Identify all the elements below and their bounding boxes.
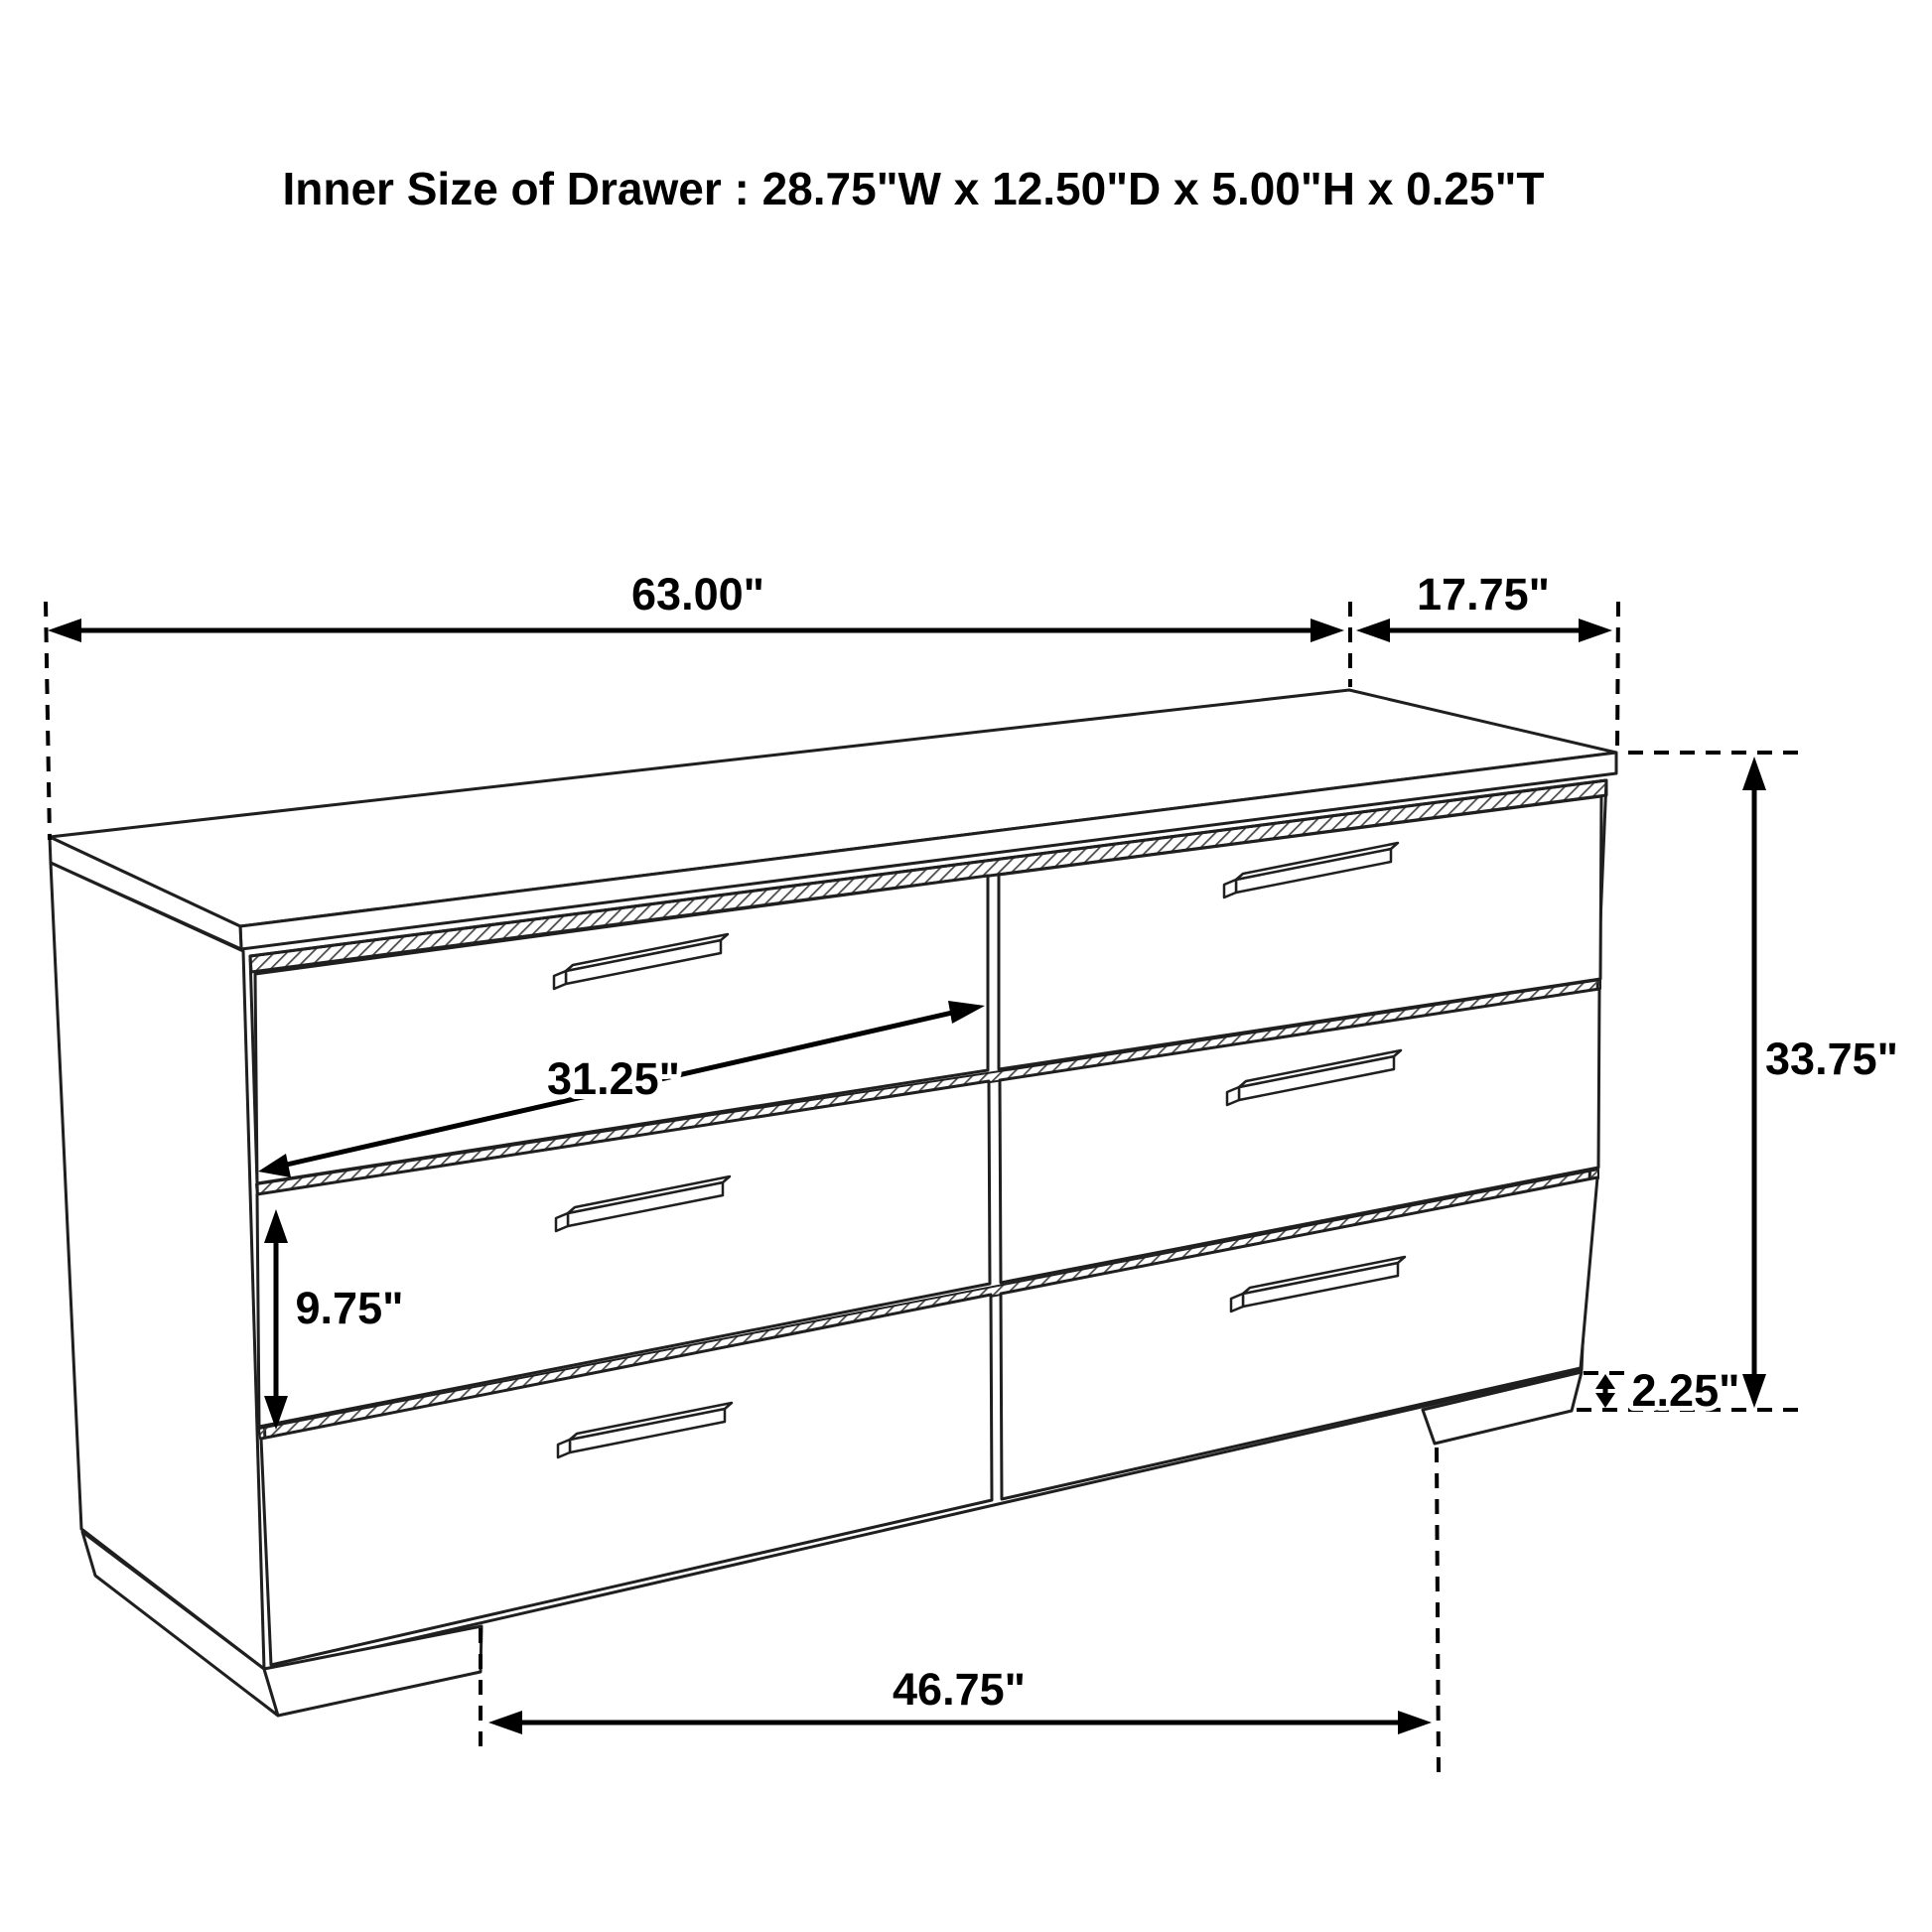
dresser-left-side-panel <box>51 863 264 1669</box>
dim-base-height-label: 2.25" <box>1631 1365 1740 1416</box>
dim-drawer-height-label: 9.75" <box>295 1283 404 1333</box>
diagram-title: Inner Size of Drawer : 28.75"W x 12.50"D x 5.00"H x 0.25"T <box>282 163 1545 214</box>
dim-base-span-label: 46.75" <box>893 1664 1026 1715</box>
dim-overall-height-label: 33.75" <box>1765 1034 1898 1084</box>
dresser-drawing <box>50 690 1616 1716</box>
dim-overall-width-label: 63.00" <box>631 569 764 620</box>
dim-drawer-width-label: 31.25" <box>547 1053 680 1104</box>
dim-depth-label: 17.75" <box>1417 569 1550 620</box>
